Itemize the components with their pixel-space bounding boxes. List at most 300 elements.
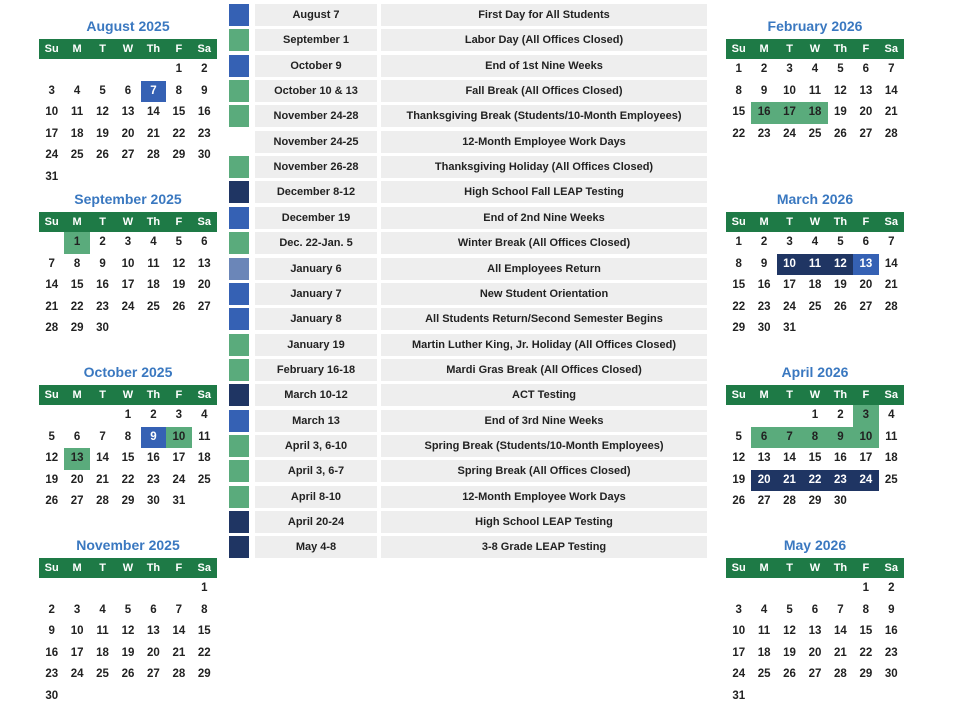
event-date: September 1 — [255, 29, 377, 51]
weekday-label: T — [90, 212, 115, 232]
day-cell: 24 — [39, 145, 64, 167]
day-cell: 7 — [166, 600, 191, 622]
weekday-label: Th — [828, 385, 853, 405]
day-cell: 21 — [879, 102, 904, 124]
weekday-label: T — [90, 385, 115, 405]
day-cell: 1 — [115, 405, 140, 427]
day-cell: 26 — [39, 491, 64, 513]
event-name: High School Fall LEAP Testing — [381, 181, 707, 203]
weekday-label: Su — [39, 39, 64, 59]
weekday-label: F — [853, 558, 878, 578]
day-cell: 29 — [64, 318, 89, 340]
day-cell: 23 — [879, 643, 904, 665]
day-cell: 21 — [166, 643, 191, 665]
day-cell: 27 — [115, 145, 140, 167]
event-row — [229, 105, 707, 127]
day-cell: 4 — [802, 59, 827, 81]
day-cell: 4 — [802, 232, 827, 254]
calendar-september-2025 — [39, 186, 217, 340]
weekday-label: W — [802, 39, 827, 59]
event-color-swatch — [229, 283, 249, 305]
weekday-label: T — [777, 558, 802, 578]
weekday-header — [39, 39, 217, 59]
day-cell: 31 — [777, 318, 802, 340]
day-cell: 11 — [802, 81, 827, 103]
day-cell: 9 — [192, 81, 217, 103]
day-cell: 6 — [751, 427, 776, 449]
event-row — [229, 258, 707, 280]
day-cell: 13 — [853, 81, 878, 103]
event-name: Martin Luther King, Jr. Holiday (All Offices Closed) — [381, 334, 707, 356]
day-cell: 22 — [802, 470, 827, 492]
day-cell: 14 — [879, 81, 904, 103]
event-name: Spring Break (Students/10-Month Employees) — [381, 435, 707, 457]
weekday-label: Su — [726, 212, 751, 232]
weekday-label: F — [166, 212, 191, 232]
day-cell: 9 — [751, 254, 776, 276]
empty-day-cell — [90, 59, 115, 81]
day-cell: 22 — [166, 124, 191, 146]
event-date: October 10 & 13 — [255, 80, 377, 102]
day-cell: 6 — [802, 600, 827, 622]
day-cell: 18 — [192, 448, 217, 470]
day-cell: 8 — [192, 600, 217, 622]
event-row — [229, 29, 707, 51]
day-cell: 28 — [166, 664, 191, 686]
day-cell: 28 — [828, 664, 853, 686]
event-color-swatch — [229, 435, 249, 457]
day-cell: 16 — [751, 275, 776, 297]
day-cell: 18 — [879, 448, 904, 470]
day-cell: 1 — [726, 232, 751, 254]
day-cell: 2 — [141, 405, 166, 427]
day-cell: 4 — [90, 600, 115, 622]
weekday-header — [39, 558, 217, 578]
event-name: End of 1st Nine Weeks — [381, 55, 707, 77]
day-cell: 27 — [853, 297, 878, 319]
day-cell: 7 — [828, 600, 853, 622]
day-cell: 17 — [777, 102, 802, 124]
day-cell: 16 — [751, 102, 776, 124]
day-cell: 30 — [141, 491, 166, 513]
weekday-header — [39, 212, 217, 232]
day-cell: 25 — [802, 297, 827, 319]
day-cell: 27 — [141, 664, 166, 686]
day-cell: 29 — [192, 664, 217, 686]
event-row — [229, 410, 707, 432]
day-cell: 29 — [115, 491, 140, 513]
day-cell: 26 — [828, 297, 853, 319]
day-cell: 23 — [192, 124, 217, 146]
day-cell: 14 — [828, 621, 853, 643]
day-cell: 15 — [166, 102, 191, 124]
weekday-label: Sa — [192, 39, 217, 59]
event-row — [229, 460, 707, 482]
day-cell: 5 — [828, 59, 853, 81]
day-cell: 3 — [726, 600, 751, 622]
empty-day-cell — [141, 59, 166, 81]
day-cell: 24 — [166, 470, 191, 492]
event-row — [229, 334, 707, 356]
day-cell: 20 — [141, 643, 166, 665]
event-name: Labor Day (All Offices Closed) — [381, 29, 707, 51]
day-cell: 6 — [115, 81, 140, 103]
day-cell: 3 — [777, 232, 802, 254]
day-cell: 4 — [879, 405, 904, 427]
day-cell: 14 — [879, 254, 904, 276]
weekday-label: Th — [828, 558, 853, 578]
day-cell: 11 — [751, 621, 776, 643]
event-color-swatch — [229, 334, 249, 356]
day-cell: 15 — [802, 448, 827, 470]
event-row — [229, 207, 707, 229]
event-row — [229, 131, 707, 153]
day-cell: 7 — [39, 254, 64, 276]
weekday-label: Th — [141, 212, 166, 232]
day-cell: 9 — [751, 81, 776, 103]
day-cell: 15 — [64, 275, 89, 297]
day-cell: 10 — [726, 621, 751, 643]
day-cell: 3 — [166, 405, 191, 427]
weekday-label: W — [115, 39, 140, 59]
event-name: 12-Month Employee Work Days — [381, 131, 707, 153]
event-date: November 24-28 — [255, 105, 377, 127]
calendar-august-2025 — [39, 13, 217, 188]
weekday-label: Su — [726, 385, 751, 405]
event-color-swatch — [229, 55, 249, 77]
day-cell: 2 — [828, 405, 853, 427]
day-cell: 5 — [726, 427, 751, 449]
event-date: Dec. 22-Jan. 5 — [255, 232, 377, 254]
weekday-label: W — [115, 558, 140, 578]
event-name: All Students Return/Second Semester Begins — [381, 308, 707, 330]
day-cell: 4 — [751, 600, 776, 622]
day-cell: 6 — [64, 427, 89, 449]
calendar-month-title: April 2026 — [726, 359, 904, 385]
event-name: Fall Break (All Offices Closed) — [381, 80, 707, 102]
event-date: December 8-12 — [255, 181, 377, 203]
day-cell: 13 — [141, 621, 166, 643]
day-cell: 14 — [777, 448, 802, 470]
day-cell: 16 — [39, 643, 64, 665]
day-cell: 17 — [726, 643, 751, 665]
day-grid — [726, 578, 904, 707]
weekday-label: M — [751, 558, 776, 578]
weekday-label: T — [777, 212, 802, 232]
day-cell: 7 — [777, 427, 802, 449]
empty-day-cell — [64, 578, 89, 600]
day-cell: 10 — [64, 621, 89, 643]
day-cell: 12 — [726, 448, 751, 470]
day-cell: 23 — [751, 124, 776, 146]
day-cell: 16 — [879, 621, 904, 643]
day-cell: 8 — [166, 81, 191, 103]
day-grid — [726, 232, 904, 340]
day-cell: 21 — [39, 297, 64, 319]
day-cell: 14 — [166, 621, 191, 643]
day-cell: 28 — [141, 145, 166, 167]
day-cell: 10 — [777, 254, 802, 276]
day-grid — [39, 405, 217, 513]
day-cell: 30 — [192, 145, 217, 167]
day-cell: 16 — [192, 102, 217, 124]
day-cell: 28 — [879, 297, 904, 319]
event-name: Winter Break (All Offices Closed) — [381, 232, 707, 254]
day-cell: 19 — [828, 275, 853, 297]
day-cell: 23 — [39, 664, 64, 686]
day-cell: 27 — [802, 664, 827, 686]
event-color-swatch — [229, 258, 249, 280]
day-cell: 17 — [853, 448, 878, 470]
day-cell: 2 — [879, 578, 904, 600]
day-cell: 19 — [777, 643, 802, 665]
event-date: November 24-25 — [255, 131, 377, 153]
empty-day-cell — [64, 59, 89, 81]
day-cell: 15 — [853, 621, 878, 643]
day-cell: 17 — [39, 124, 64, 146]
day-cell: 8 — [726, 81, 751, 103]
day-cell: 5 — [90, 81, 115, 103]
weekday-label: Sa — [879, 558, 904, 578]
event-name: Spring Break (All Offices Closed) — [381, 460, 707, 482]
day-cell: 20 — [751, 470, 776, 492]
day-cell: 13 — [853, 254, 878, 276]
day-cell: 24 — [64, 664, 89, 686]
event-row — [229, 359, 707, 381]
day-cell: 19 — [726, 470, 751, 492]
day-cell: 24 — [777, 297, 802, 319]
weekday-header — [726, 39, 904, 59]
weekday-label: M — [64, 39, 89, 59]
day-cell: 14 — [39, 275, 64, 297]
day-cell: 1 — [166, 59, 191, 81]
empty-day-cell — [828, 578, 853, 600]
day-cell: 18 — [141, 275, 166, 297]
empty-day-cell — [777, 578, 802, 600]
empty-day-cell — [39, 405, 64, 427]
day-cell: 6 — [141, 600, 166, 622]
weekday-label: M — [751, 39, 776, 59]
day-cell: 3 — [777, 59, 802, 81]
weekday-label: Sa — [192, 558, 217, 578]
day-cell: 1 — [726, 59, 751, 81]
day-cell: 7 — [141, 81, 166, 103]
day-cell: 17 — [115, 275, 140, 297]
empty-day-cell — [726, 578, 751, 600]
day-grid — [726, 59, 904, 145]
weekday-label: Sa — [192, 385, 217, 405]
day-cell: 2 — [192, 59, 217, 81]
day-cell: 19 — [828, 102, 853, 124]
empty-day-cell — [39, 232, 64, 254]
day-cell: 6 — [853, 232, 878, 254]
event-date: April 3, 6-10 — [255, 435, 377, 457]
weekday-label: T — [90, 558, 115, 578]
day-cell: 11 — [802, 254, 827, 276]
day-cell: 28 — [90, 491, 115, 513]
calendar-month-title: March 2026 — [726, 186, 904, 212]
empty-day-cell — [802, 578, 827, 600]
calendar-february-2026 — [726, 13, 904, 145]
event-name: All Employees Return — [381, 258, 707, 280]
day-cell: 30 — [751, 318, 776, 340]
day-cell: 20 — [802, 643, 827, 665]
event-date: November 26-28 — [255, 156, 377, 178]
calendar-month-title: September 2025 — [39, 186, 217, 212]
weekday-header — [726, 385, 904, 405]
day-cell: 9 — [39, 621, 64, 643]
weekday-label: W — [802, 212, 827, 232]
day-cell: 17 — [777, 275, 802, 297]
event-name: Thanksgiving Holiday (All Offices Closed) — [381, 156, 707, 178]
event-row — [229, 181, 707, 203]
day-cell: 23 — [751, 297, 776, 319]
weekday-label: T — [90, 39, 115, 59]
weekday-header — [726, 212, 904, 232]
event-color-swatch — [229, 460, 249, 482]
event-date: February 16-18 — [255, 359, 377, 381]
day-cell: 8 — [853, 600, 878, 622]
day-cell: 5 — [828, 232, 853, 254]
event-name: Mardi Gras Break (All Offices Closed) — [381, 359, 707, 381]
day-cell: 24 — [115, 297, 140, 319]
empty-day-cell — [141, 578, 166, 600]
empty-day-cell — [751, 578, 776, 600]
day-cell: 10 — [115, 254, 140, 276]
day-cell: 12 — [90, 102, 115, 124]
day-cell: 2 — [90, 232, 115, 254]
day-cell: 25 — [879, 470, 904, 492]
day-cell: 13 — [751, 448, 776, 470]
day-cell: 18 — [802, 275, 827, 297]
day-cell: 20 — [64, 470, 89, 492]
day-cell: 25 — [90, 664, 115, 686]
day-cell: 13 — [192, 254, 217, 276]
day-cell: 26 — [726, 491, 751, 513]
event-date: January 7 — [255, 283, 377, 305]
event-name: First Day for All Students — [381, 4, 707, 26]
event-color-swatch — [229, 410, 249, 432]
day-cell: 9 — [90, 254, 115, 276]
day-cell: 8 — [64, 254, 89, 276]
event-date: October 9 — [255, 55, 377, 77]
day-cell: 22 — [726, 297, 751, 319]
calendar-october-2025 — [39, 359, 217, 513]
weekday-label: Su — [39, 385, 64, 405]
day-cell: 4 — [192, 405, 217, 427]
day-cell: 22 — [853, 643, 878, 665]
event-color-swatch — [229, 207, 249, 229]
day-cell: 21 — [828, 643, 853, 665]
day-cell: 30 — [39, 686, 64, 707]
empty-day-cell — [777, 405, 802, 427]
weekday-label: W — [802, 558, 827, 578]
weekday-label: W — [802, 385, 827, 405]
event-name: Thanksgiving Break (Students/10-Month Employees) — [381, 105, 707, 127]
weekday-label: Th — [141, 385, 166, 405]
day-grid — [39, 59, 217, 188]
event-name: End of 3rd Nine Weeks — [381, 410, 707, 432]
day-cell: 2 — [751, 59, 776, 81]
day-cell: 22 — [115, 470, 140, 492]
day-cell: 9 — [828, 427, 853, 449]
day-cell: 9 — [141, 427, 166, 449]
weekday-label: M — [64, 212, 89, 232]
day-cell: 15 — [726, 275, 751, 297]
day-cell: 19 — [166, 275, 191, 297]
day-cell: 6 — [853, 59, 878, 81]
day-cell: 2 — [39, 600, 64, 622]
event-row — [229, 384, 707, 406]
event-color-swatch — [229, 511, 249, 533]
day-cell: 18 — [64, 124, 89, 146]
event-color-swatch — [229, 156, 249, 178]
calendar-march-2026 — [726, 186, 904, 340]
event-color-swatch — [229, 486, 249, 508]
day-cell: 3 — [64, 600, 89, 622]
day-cell: 31 — [39, 167, 64, 189]
calendar-month-title: May 2026 — [726, 532, 904, 558]
weekday-label: Th — [828, 39, 853, 59]
day-cell: 14 — [141, 102, 166, 124]
event-row — [229, 4, 707, 26]
calendar-month-title: November 2025 — [39, 532, 217, 558]
day-cell: 10 — [777, 81, 802, 103]
empty-day-cell — [115, 59, 140, 81]
day-cell: 19 — [39, 470, 64, 492]
event-color-swatch — [229, 384, 249, 406]
day-cell: 19 — [115, 643, 140, 665]
day-cell: 13 — [115, 102, 140, 124]
day-cell: 25 — [64, 145, 89, 167]
event-row — [229, 156, 707, 178]
day-cell: 26 — [166, 297, 191, 319]
empty-day-cell — [751, 405, 776, 427]
day-cell: 26 — [90, 145, 115, 167]
empty-day-cell — [166, 578, 191, 600]
event-date: January 6 — [255, 258, 377, 280]
day-cell: 15 — [192, 621, 217, 643]
day-cell: 7 — [90, 427, 115, 449]
day-cell: 24 — [777, 124, 802, 146]
day-cell: 24 — [726, 664, 751, 686]
event-name: 3-8 Grade LEAP Testing — [381, 536, 707, 558]
day-cell: 20 — [192, 275, 217, 297]
day-cell: 28 — [39, 318, 64, 340]
event-row — [229, 536, 707, 558]
day-cell: 10 — [166, 427, 191, 449]
event-name: New Student Orientation — [381, 283, 707, 305]
event-row — [229, 435, 707, 457]
event-date: April 20-24 — [255, 511, 377, 533]
weekday-label: W — [115, 212, 140, 232]
day-cell: 13 — [802, 621, 827, 643]
day-cell: 23 — [90, 297, 115, 319]
day-cell: 3 — [39, 81, 64, 103]
day-cell: 12 — [828, 254, 853, 276]
event-date: April 8-10 — [255, 486, 377, 508]
day-cell: 17 — [166, 448, 191, 470]
day-cell: 7 — [879, 232, 904, 254]
day-cell: 23 — [828, 470, 853, 492]
day-cell: 22 — [192, 643, 217, 665]
day-cell: 1 — [192, 578, 217, 600]
weekday-label: F — [853, 39, 878, 59]
day-grid — [39, 232, 217, 340]
day-cell: 8 — [115, 427, 140, 449]
weekday-label: F — [853, 212, 878, 232]
day-cell: 29 — [853, 664, 878, 686]
